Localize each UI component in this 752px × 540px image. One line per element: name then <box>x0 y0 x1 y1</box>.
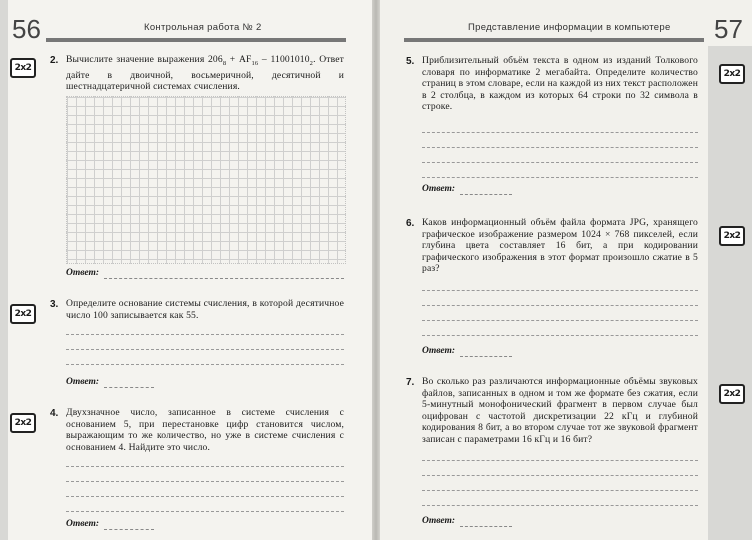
question-number: 3. <box>50 299 59 310</box>
right-margin-strip <box>708 46 752 540</box>
left-page-header: Контрольная работа № 2 <box>144 22 262 33</box>
difficulty-badge: 2х2 <box>719 64 745 84</box>
answer-line[interactable] <box>460 517 512 527</box>
right-header-bar <box>404 38 704 42</box>
right-page <box>380 0 752 540</box>
answer-lines[interactable] <box>66 452 344 512</box>
difficulty-badge: 2х2 <box>719 226 745 246</box>
answer-label: Ответ: <box>422 184 456 194</box>
difficulty-badge: 2х2 <box>10 58 36 78</box>
answer-label: Ответ: <box>66 268 100 278</box>
question-7-text: Во сколько раз различаются информационные объёмы звуковых файлов, записанных в одном и том же формате без сжатия, если 5-минутный монофонический фрагмент в первом случае был оцифрован с частотой дискретизации 22 кГц и глубиной кодирования 8 бит, а во втором случае тот же звуковой фрагмент записан с параметрами 16 кГц и 16 бит? <box>422 376 698 445</box>
difficulty-badge: 2х2 <box>10 413 36 433</box>
right-page-header: Представление информации в компьютере <box>468 22 671 33</box>
question-3-text: Определите основание системы счисления, в которой десятичное число 100 записывается как 55. <box>66 298 344 321</box>
difficulty-badge: 2х2 <box>10 304 36 324</box>
answer-line[interactable] <box>104 520 154 530</box>
answer-lines[interactable] <box>422 446 698 506</box>
answer-line[interactable] <box>460 185 512 195</box>
question-number: 6. <box>406 218 415 229</box>
answer-grid[interactable] <box>66 96 346 264</box>
question-number: 7. <box>406 377 415 388</box>
right-page-number: 57 <box>714 14 743 44</box>
answer-label: Ответ: <box>66 377 100 387</box>
left-margin-strip <box>0 0 8 540</box>
answer-line[interactable] <box>460 347 512 357</box>
answer-lines[interactable] <box>422 276 698 336</box>
question-number: 4. <box>50 408 59 419</box>
answer-line[interactable] <box>104 269 344 279</box>
book-gutter <box>372 0 380 540</box>
question-5-text: Приблизительный объём текста в одном из изданий Толкового словаря по информатике 2 мегабайта. Определите количество страниц в этом словаре, если на каждой из них текст расположен в 2 столбца, в каждом из которых 64 строки по 32 символа в строке. <box>422 55 698 113</box>
question-number: 2. <box>50 55 59 66</box>
question-2-text: Вычислите значение выражения $206_8 + AF_{16} - 11001010_2$. Ответ дайте в двоичной, восьмеричной, десятичной и шестнадцатеричной системах счисления. <box>66 54 345 93</box>
question-6-text: Каков информационный объём файла формата JPG, хранящего графическое изображение размером 1024 × 768 пикселей, если глубина цвета составляет 16 бит, а при кодировании графического изображения в этот формат произошло сжатие в 5 раз? <box>422 217 698 275</box>
answer-label: Ответ: <box>422 516 456 526</box>
left-page-number: 56 <box>12 14 41 44</box>
answer-label: Ответ: <box>66 519 100 529</box>
answer-lines[interactable] <box>66 320 344 365</box>
answer-line[interactable] <box>104 378 154 388</box>
question-4-text: Двухзначное число, записанное в системе счисления с основанием 5, при перестановке цифр становится числом, выражающим то же количество, но уже в системе счисления с основанием 4. Найдите это число. <box>66 407 344 453</box>
difficulty-badge: 2х2 <box>719 384 745 404</box>
answer-label: Ответ: <box>422 346 456 356</box>
left-page <box>0 0 372 540</box>
question-number: 5. <box>406 56 415 67</box>
answer-lines[interactable] <box>422 118 698 178</box>
left-header-bar <box>46 38 346 42</box>
